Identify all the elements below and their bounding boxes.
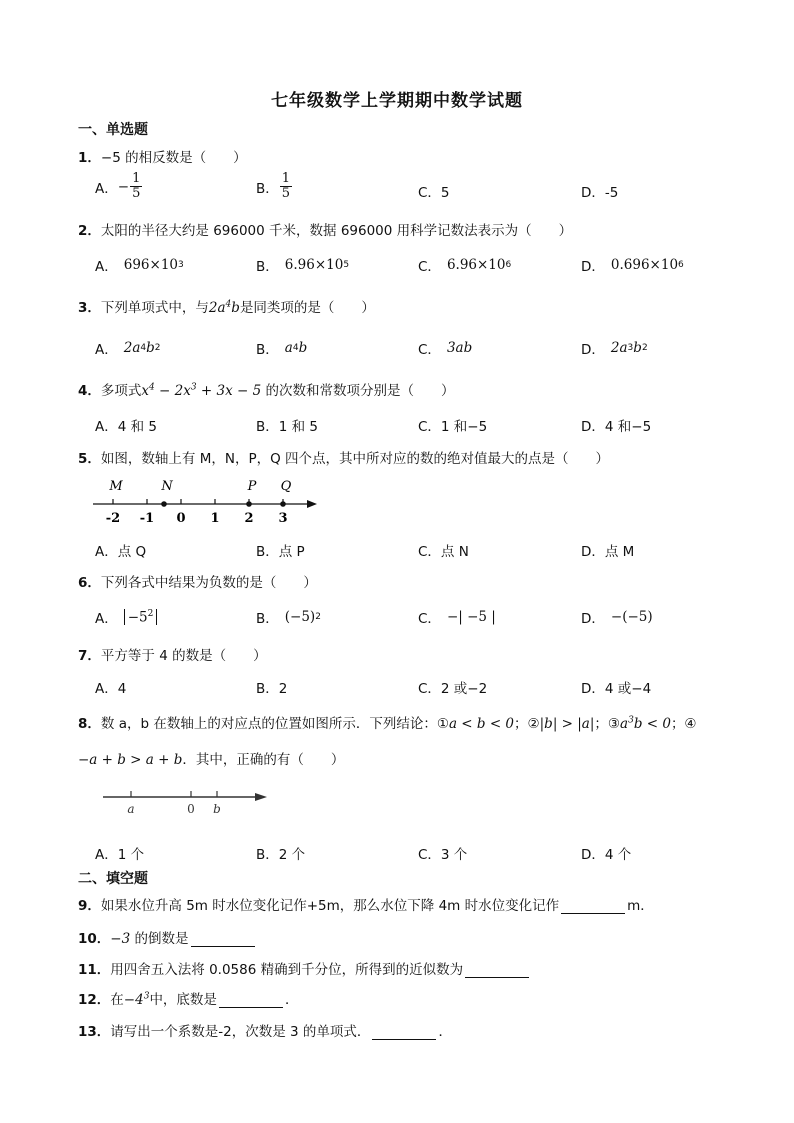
- separator: ；④: [670, 716, 697, 732]
- point-label-n: N: [161, 479, 173, 494]
- question-text: 数 a，b 在数轴上的对应点的位置如图所示．下列结论：①: [100, 716, 449, 732]
- question-10: [78, 927, 257, 947]
- question-number: 8．: [78, 716, 101, 732]
- math-term: − 2x: [154, 383, 191, 399]
- number-line-q8: [95, 782, 275, 822]
- option-c[interactable]: [418, 607, 496, 627]
- option-b[interactable]: B．2 个: [256, 847, 306, 863]
- question-11: [78, 958, 531, 978]
- question-number: 7．: [78, 648, 101, 664]
- option-label: B．: [256, 342, 279, 358]
- question-number: 2．: [78, 223, 101, 239]
- option-d[interactable]: [581, 338, 648, 358]
- question-text: 平方等于 4 的数是（ ）: [100, 648, 267, 664]
- question-text: m．: [627, 898, 654, 914]
- exponent: 2: [315, 612, 321, 622]
- question-7: [78, 644, 267, 664]
- numerator: 1: [281, 171, 291, 186]
- question-number: 5．: [78, 451, 101, 467]
- option-label: A．: [95, 611, 118, 627]
- question-text: ．其中，正确的有（ ）: [182, 752, 345, 768]
- option-a[interactable]: A．1 个: [95, 847, 145, 863]
- separator: ；②: [514, 716, 540, 732]
- option-a[interactable]: A．4: [95, 681, 127, 697]
- exponent: 4: [225, 299, 232, 310]
- option-b[interactable]: B．2: [256, 681, 288, 697]
- option-c[interactable]: C．3 个: [418, 847, 468, 863]
- option-d[interactable]: [581, 607, 653, 627]
- question-text: 在: [110, 992, 124, 1008]
- question-text: 下列各式中结果为负数的是（ ）: [100, 575, 317, 591]
- option-c[interactable]: C．5: [418, 185, 450, 201]
- option-label: D．: [581, 259, 605, 275]
- section-fill-blank: 二、填空题: [78, 871, 148, 887]
- exponent: 2: [641, 343, 648, 353]
- exponent: 4: [292, 343, 299, 353]
- option-label: A．: [95, 259, 118, 275]
- option-b[interactable]: B．1 和 5: [256, 419, 319, 435]
- option-b[interactable]: [256, 172, 293, 201]
- option-value: 3ab: [446, 340, 473, 356]
- question-5: [78, 447, 609, 467]
- exponent: 4: [140, 343, 147, 353]
- point-p: [246, 501, 252, 507]
- denominator: 5: [132, 186, 141, 201]
- option-d[interactable]: D．4 和−5: [581, 419, 652, 435]
- point-q: [280, 501, 286, 507]
- option-value: 2a: [610, 340, 628, 356]
- option-b[interactable]: [256, 255, 349, 275]
- answer-blank[interactable]: [219, 993, 283, 1008]
- question-text: 中，底数是: [149, 992, 217, 1008]
- option-label: B．: [256, 180, 279, 197]
- math-term: −4: [123, 992, 144, 1008]
- axis-label-a: a: [127, 802, 135, 816]
- question-text: 的次数和常数项分别是（ ）: [261, 383, 455, 399]
- question-text: −5 的相反数是（ ）: [100, 150, 247, 166]
- question-text: 如果水位升高 5m 时水位变化记作+5m，那么水位下降 4m 时水位变化记作: [100, 898, 560, 914]
- question-4-options: [0, 415, 794, 449]
- question-13: [78, 1020, 452, 1040]
- option-label: B．: [256, 611, 279, 627]
- fraction: [130, 172, 142, 201]
- conclusion-2: |b| > |a|: [539, 716, 595, 732]
- answer-blank[interactable]: [191, 932, 255, 947]
- conclusion-1: a < b < 0: [448, 716, 515, 732]
- numerator: 1: [132, 171, 141, 186]
- option-value: 0.696×10: [610, 257, 679, 273]
- question-number: 6．: [78, 575, 101, 591]
- question-3: [78, 296, 375, 316]
- option-value: (−5): [284, 609, 316, 625]
- math-term: + 3x − 5: [196, 383, 262, 399]
- section-single-choice: 一、单选题: [78, 122, 148, 138]
- exponent: 4: [149, 382, 155, 393]
- option-a[interactable]: A．4 和 5: [95, 419, 157, 435]
- point-label-p: P: [247, 479, 257, 494]
- minus-sign: −: [117, 178, 130, 195]
- question-text: 多项式: [100, 383, 142, 399]
- question-9: [78, 894, 654, 914]
- option-d[interactable]: D．-5: [581, 185, 619, 201]
- option-value: 696×10: [123, 257, 179, 273]
- option-value: 6.96×10: [446, 257, 506, 273]
- question-6: [78, 571, 317, 591]
- denominator: 5: [281, 186, 291, 201]
- absolute-value: [124, 609, 158, 626]
- option-b[interactable]: [256, 338, 307, 358]
- math-term: b: [231, 300, 240, 316]
- question-3-options: [0, 338, 794, 372]
- option-value: b: [146, 340, 155, 356]
- exponent: 3: [628, 715, 634, 726]
- math-term: x: [141, 383, 150, 399]
- point-label-m: M: [109, 479, 123, 494]
- question-6-options: [0, 607, 794, 641]
- option-value: 6.96×10: [284, 257, 344, 273]
- axis-tick-label: -1: [139, 511, 155, 526]
- question-text: 的倒数是: [134, 931, 189, 947]
- conclusion-4: −a + b > a + b: [78, 752, 183, 768]
- question-8-line-1: [78, 712, 697, 732]
- option-d[interactable]: D．4 个: [581, 847, 632, 863]
- option-value: −(−5): [610, 609, 653, 625]
- axis-tick-label: 1: [210, 511, 220, 526]
- question-7-options: [0, 677, 794, 711]
- axis-tick-label: 0: [176, 511, 186, 526]
- axis-label-b: b: [213, 802, 221, 816]
- option-c[interactable]: [418, 255, 511, 275]
- option-c[interactable]: C．1 和−5: [418, 419, 488, 435]
- question-number: 10．: [78, 931, 111, 947]
- question-text: ．: [438, 1024, 452, 1040]
- option-label: C．: [418, 259, 441, 275]
- option-d[interactable]: D．点 M: [581, 544, 635, 560]
- option-d[interactable]: D．4 或−4: [581, 681, 652, 697]
- question-number: 12．: [78, 992, 111, 1008]
- question-text: 请写出一个系数是-2，次数是 3 的单项式．: [110, 1024, 371, 1040]
- math-term: −3: [110, 931, 131, 947]
- conclusion-3: b < 0: [633, 716, 671, 732]
- axis-label-zero: 0: [187, 802, 195, 816]
- option-label: A．: [95, 342, 118, 358]
- exponent: 3: [178, 260, 184, 270]
- fraction: [280, 172, 292, 201]
- math-term: 2a: [208, 300, 226, 316]
- question-12: [78, 988, 298, 1008]
- question-1-options: [0, 172, 794, 206]
- option-label: D．: [581, 611, 605, 627]
- option-a[interactable]: [95, 607, 157, 627]
- question-4: [78, 379, 455, 399]
- option-b[interactable]: [256, 607, 321, 627]
- option-value: b: [633, 340, 642, 356]
- option-value: b: [298, 340, 308, 356]
- question-1: [78, 146, 247, 166]
- option-a[interactable]: [95, 172, 143, 201]
- option-a[interactable]: A．点 Q: [95, 544, 147, 560]
- option-value: −| −5 |: [446, 609, 496, 625]
- conclusion-3: a: [620, 716, 629, 732]
- question-text: ．: [284, 992, 299, 1008]
- option-label: B．: [256, 259, 279, 275]
- option-value: a: [284, 340, 293, 356]
- option-c[interactable]: C．2 或−2: [418, 681, 488, 697]
- question-2-options: [0, 255, 794, 289]
- answer-blank[interactable]: [372, 1025, 436, 1040]
- question-number: 13．: [78, 1024, 111, 1040]
- question-text: 下列单项式中，与: [100, 300, 209, 316]
- axis-tick-label: 2: [244, 511, 254, 526]
- exponent: 3: [627, 343, 634, 353]
- option-label: A．: [95, 180, 118, 197]
- question-number: 9．: [78, 898, 101, 914]
- option-value: 2a: [123, 340, 141, 356]
- exponent: 3: [143, 991, 150, 1002]
- question-number: 11．: [78, 962, 111, 978]
- question-text: 是同类项的是（ ）: [239, 300, 375, 316]
- answer-blank[interactable]: [465, 963, 529, 978]
- point-n: [161, 501, 167, 507]
- answer-blank[interactable]: [561, 899, 625, 914]
- number-line-q5: [85, 472, 325, 530]
- question-number: 3．: [78, 300, 101, 316]
- exponent: 5: [343, 260, 350, 270]
- question-2: [78, 219, 572, 239]
- exponent: 6: [678, 260, 684, 270]
- question-number: 4．: [78, 383, 101, 399]
- option-label: C．: [418, 342, 441, 358]
- exponent: 2: [147, 608, 154, 619]
- separator: ；③: [594, 716, 621, 732]
- page-title: 七年级数学上学期期中数学试题: [271, 91, 523, 111]
- exponent: 2: [154, 343, 161, 353]
- option-value: −5: [127, 609, 148, 626]
- question-8-line-2: [78, 748, 344, 768]
- option-b[interactable]: B．点 P: [256, 544, 305, 560]
- question-number: 1．: [78, 150, 101, 166]
- question-text: 如图，数轴上有 M，N，P，Q 四个点，其中所对应的数的绝对值最大的点是（ ）: [100, 451, 610, 467]
- option-label: C．: [418, 611, 441, 627]
- option-d[interactable]: [581, 255, 684, 275]
- option-c[interactable]: C．点 N: [418, 544, 469, 560]
- question-text: 用四舍五入法将 0.0586 精确到千分位，所得到的近似数为: [110, 962, 464, 978]
- question-5-options: [0, 540, 794, 574]
- exponent: 3: [190, 382, 197, 393]
- option-a[interactable]: [95, 338, 161, 358]
- point-label-q: Q: [280, 479, 292, 494]
- axis-tick-label: 3: [278, 511, 288, 526]
- question-text: 太阳的半径大约是 696000 千米，数据 696000 用科学记数法表示为（ ）: [100, 223, 573, 239]
- option-c[interactable]: [418, 338, 472, 358]
- axis-tick-label: -2: [105, 511, 121, 526]
- option-label: D．: [581, 342, 605, 358]
- exponent: 6: [505, 260, 512, 270]
- option-a[interactable]: [95, 255, 184, 275]
